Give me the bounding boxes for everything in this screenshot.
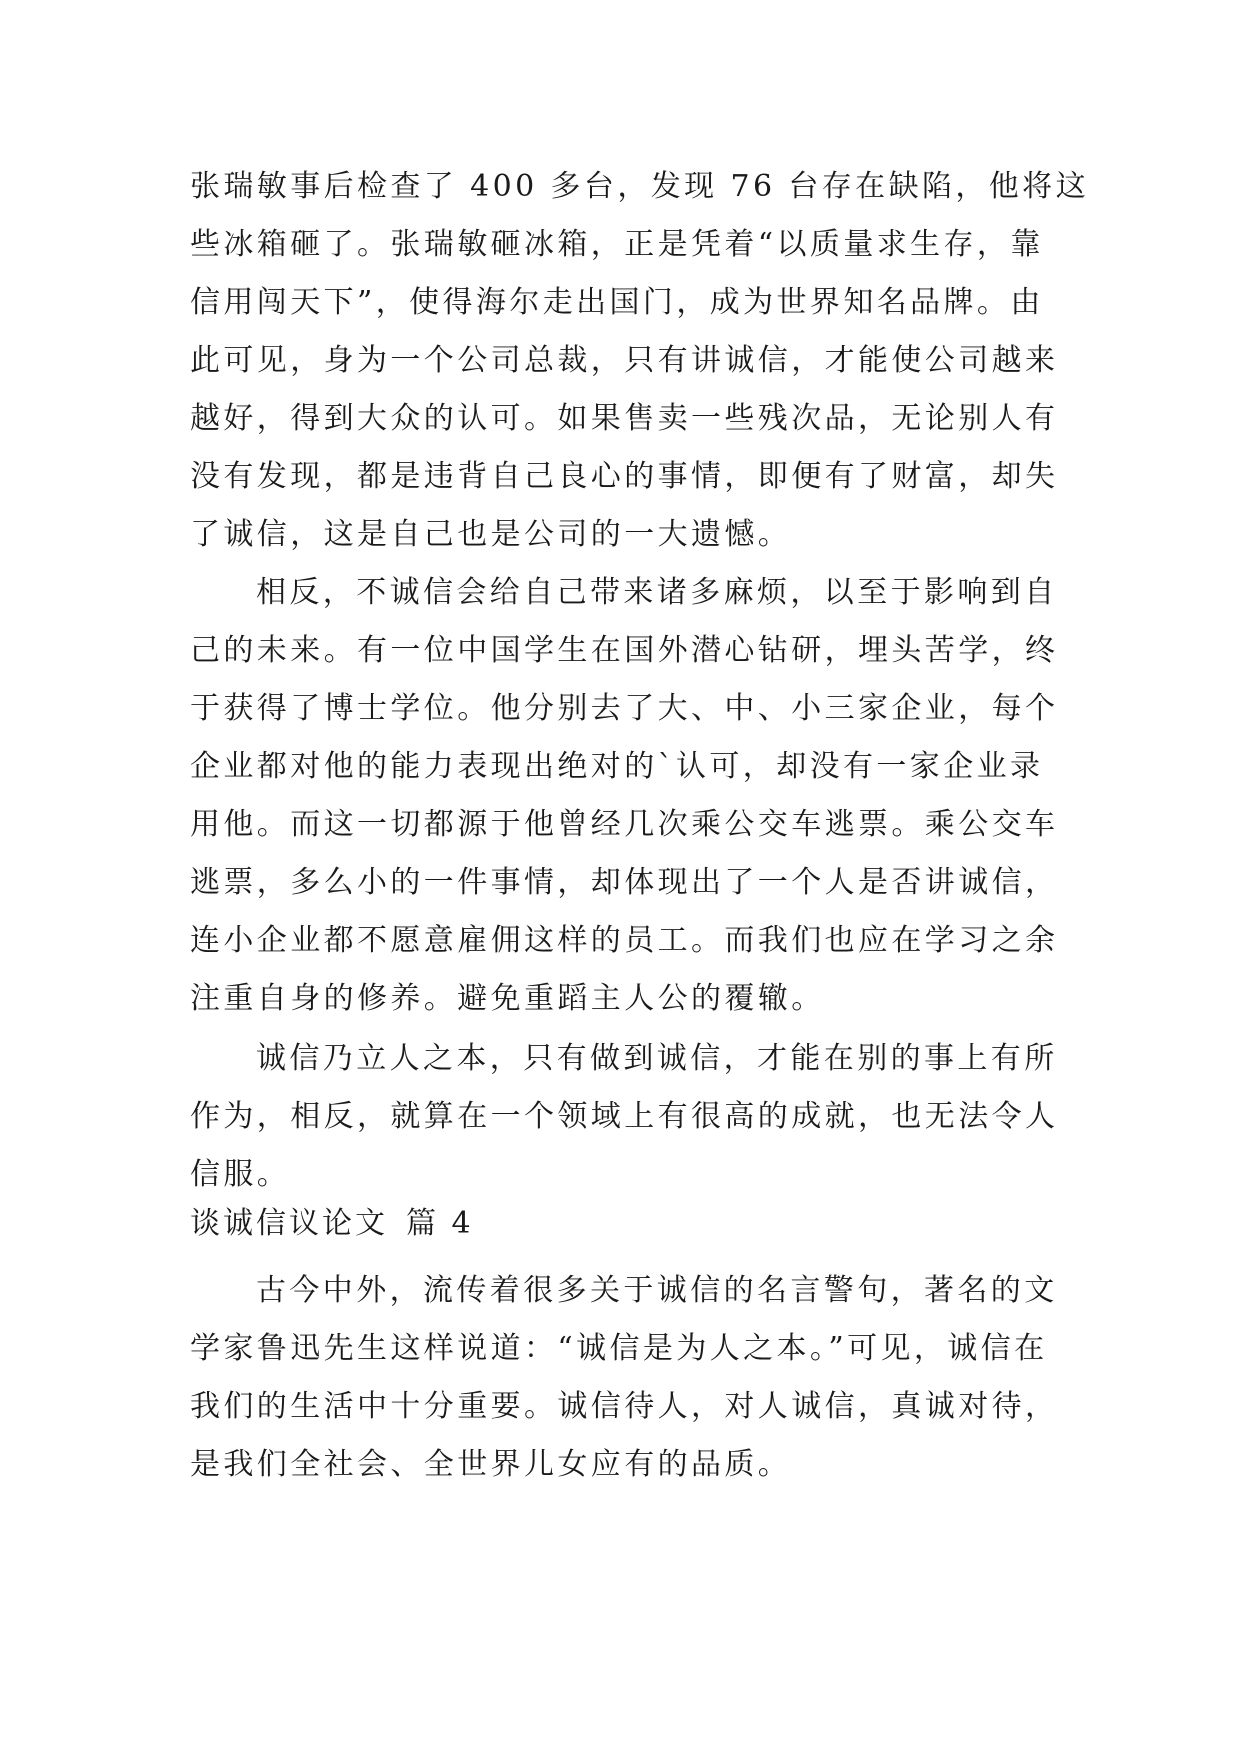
text-line: 作为，相反，就算在一个领域上有很高的成就，也无法令人 — [190, 1099, 1059, 1134]
text-line-indented: 诚信乃立人之本，只有做到诚信，才能在别的事上有所 — [256, 1041, 1058, 1076]
paragraph-contrast — [190, 564, 1062, 1028]
text-line: 张瑞敏事后检查了 400 多台，发现 76 台存在缺陷，他将这 — [190, 169, 1089, 204]
text-line: 注重自身的修养。避免重蹈主人公的覆辙。 — [190, 981, 825, 1016]
paragraph-continuation — [190, 158, 1089, 564]
section-heading-label: 篇 4 — [406, 1206, 474, 1241]
text-line: 我们的生活中十分重要。诚信待人，对人诚信，真诚对待， — [190, 1389, 1059, 1424]
text-line: 逃票，多么小的一件事情，却体现出了一个人是否讲诚信， — [190, 865, 1059, 900]
text-line: 了诚信，这是自己也是公司的一大遗憾。 — [190, 517, 792, 552]
text-line: 企业都对他的能力表现出绝对的`认可，却没有一家企业录 — [190, 749, 1044, 784]
text-line: 些冰箱砸了。张瑞敏砸冰箱，正是凭着“以质量求生存，靠 — [190, 227, 1044, 262]
text-line: 此可见，身为一个公司总裁，只有讲诚信，才能使公司越来 — [190, 343, 1059, 378]
text-line-indented: 相反，不诚信会给自己带来诸多麻烦，以至于影响到自 — [256, 575, 1058, 610]
text-line: 连小企业都不愿意雇佣这样的员工。而我们也应在学习之余 — [190, 923, 1059, 958]
text-line: 没有发现，都是违背自己良心的事情，即便有了财富，却失 — [190, 459, 1059, 494]
text-line: 用他。而这一切都源于他曾经几次乘公交车逃票。乘公交车 — [190, 807, 1059, 842]
text-line: 越好，得到大众的认可。如果售卖一些残次品，无论别人有 — [190, 401, 1059, 436]
text-line: 于获得了博士学位。他分别去了大、中、小三家企业，每个 — [190, 691, 1059, 726]
paragraph-conclusion — [190, 1030, 1062, 1204]
section-heading — [190, 1195, 474, 1253]
text-line-indented: 古今中外，流传着很多关于诚信的名言警句，著名的文 — [256, 1273, 1058, 1308]
text-line: 信用闯天下”，使得海尔走出国门，成为世界知名品牌。由 — [190, 285, 1044, 320]
text-line: 学家鲁迅先生这样说道：“诚信是为人之本。”可见，诚信在 — [190, 1331, 1048, 1366]
section-heading-title: 谈诚信议论文 — [190, 1206, 388, 1241]
text-line: 信服。 — [190, 1157, 291, 1192]
text-line: 是我们全社会、全世界儿女应有的品质。 — [190, 1447, 792, 1482]
text-line: 己的未来。有一位中国学生在国外潜心钻研，埋头苦学，终 — [190, 633, 1059, 668]
paragraph-section-4 — [190, 1262, 1062, 1494]
